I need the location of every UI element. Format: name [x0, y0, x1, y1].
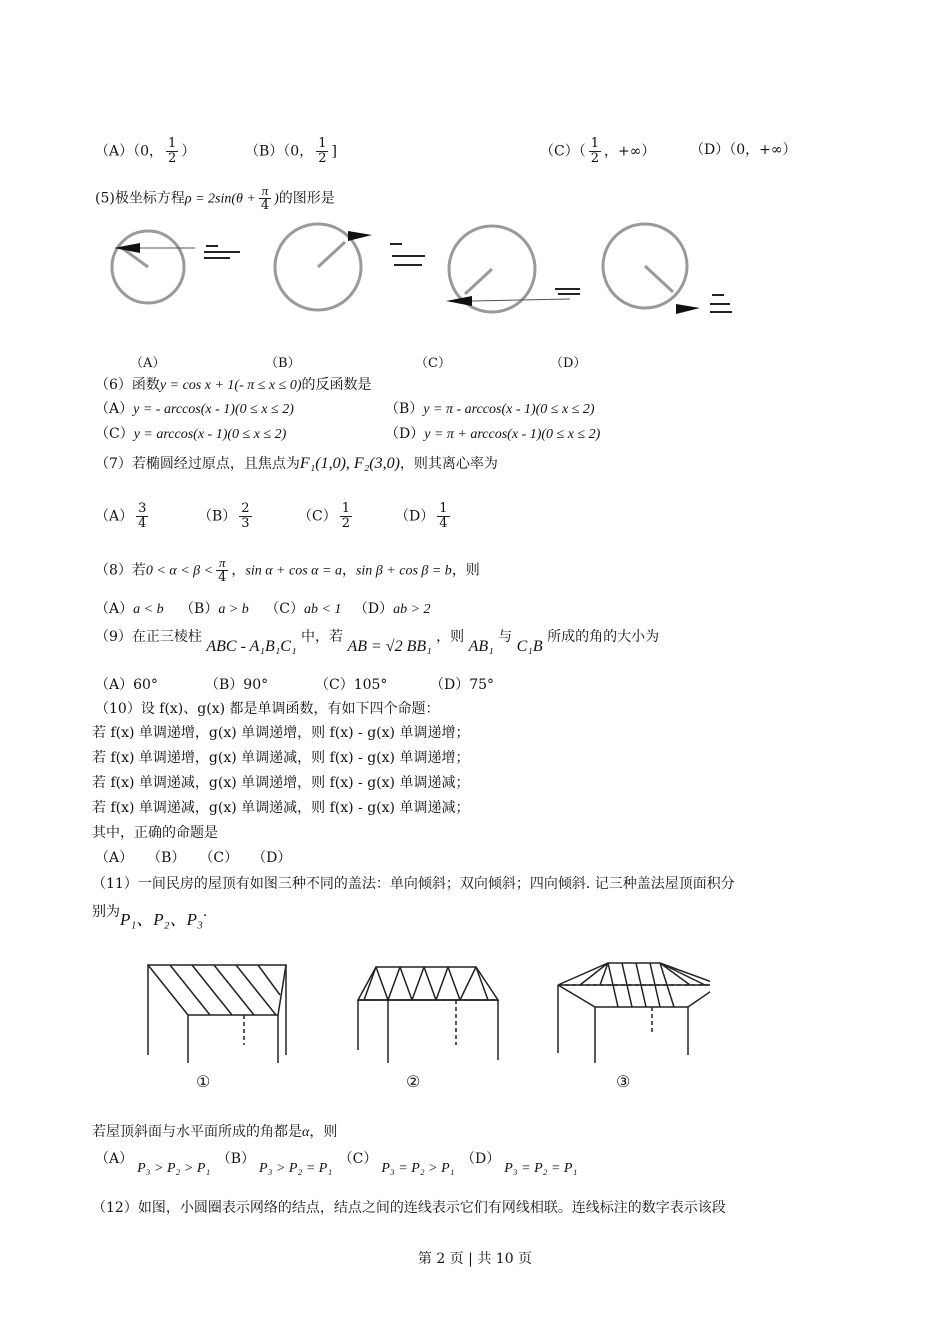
roof-2 [358, 967, 498, 1063]
q7-option-c: （C） $\frac{1}{2}$ [298, 501, 350, 531]
q10-prop-2: 若 f(x) 单调递增，g(x) 单调递减，则 f(x) - g(x) 单调递增； [92, 750, 470, 766]
q12-stem: （12）如图，小圆圈表示网络的结点，结点之间的连线表示它们有网线相联。连线标注的数字表示该段 [92, 1200, 726, 1216]
q6-option-c: （C）y = arccos(x - 1)(0 ≤ x ≤ 2) [95, 426, 287, 442]
roof-1 [148, 965, 286, 1063]
q11-after: 若屋顶斜面与水平面所成的角都是α，则 [92, 1124, 338, 1140]
q5-label-d: （D） [550, 356, 587, 371]
q5-polar-figures [100, 222, 750, 332]
q10-prop-3: 若 f(x) 单调递减，g(x) 单调递增，则 f(x) - g(x) 单调递减； [92, 775, 470, 791]
q10-conclusion: 其中，正确的命题是 [92, 825, 218, 841]
figure-a [112, 231, 184, 303]
roof-label-3: ③ [616, 1072, 631, 1091]
q5-label-a: （A） [130, 356, 166, 371]
q11-stem-line1: （11）一间民房的屋顶有如图三种不同的盖法：单向倾斜；双向倾斜；四向倾斜. 记三种盖法屋顶面积分 [92, 876, 735, 892]
q8-stem: （8）若0 < α < β < $\frac{\pi}{4}$ ，sin α + cos α = a，sin β + cos β = b，则 [95, 555, 480, 585]
q9-option-c: （C）105° [315, 677, 388, 693]
q4-option-b: （B）（0， $\frac{1}{2}$ ] [245, 136, 337, 166]
q7-stem: （7）若椭圆经过原点，且焦点为F₁(1,0), F₂(3,0)，则其离心率为 [95, 455, 498, 472]
q4-option-c: （C）（ $\frac{1}{2}$ ，+∞） [540, 136, 656, 166]
roof-label-2: ② [406, 1072, 421, 1091]
roof-label-1: ① [196, 1072, 211, 1091]
q7-option-a: （A） $\frac{3}{4}$ [95, 501, 147, 531]
q7-option-b: （B） $\frac{2}{3}$ [198, 501, 250, 531]
q10-stem: （10）设 f(x)、g(x) 都是单调函数，有如下四个命题： [95, 701, 440, 717]
q6-option-b: （B）y = π - arccos(x - 1)(0 ≤ x ≤ 2) [385, 401, 595, 417]
q6-stem: （6）函数y = cos x + 1(- π ≤ x ≤ 0)的反函数是 [95, 377, 372, 393]
q11-stem-line2: 别为P₁、P₂、P₃. [92, 904, 208, 929]
q4-option-a: （A）（0， $\frac{1}{2}$ ） [95, 136, 196, 166]
figure-d [603, 224, 687, 308]
q9-option-a: （A）60° [95, 677, 158, 693]
q4-option-d: （D）（0，+∞） [690, 142, 797, 158]
q6-option-d: （D）y = π + arccos(x - 1)(0 ≤ x ≤ 2) [385, 426, 601, 442]
q5-label-c: （C） [415, 356, 451, 371]
q9-option-d: （D）75° [430, 677, 495, 693]
q11-options: （A）P₃ > P₂ > P₁ （B）P₃ > P₂ = P₁ （C）P₃ = P₂ > P₁ （D）P₃ = P₂ = P₁ [95, 1151, 578, 1176]
roof-3 [558, 963, 710, 1063]
q5-stem: (5)极坐标方程ρ = 2sin(θ + $\frac{\pi}{4}$ )的图形是 [95, 183, 335, 213]
figure-b-arrow [348, 231, 372, 241]
q8-options: （A）a < b （B）a > b （C）ab < 1 （D）ab > 2 [95, 601, 431, 617]
q10-prop-1: 若 f(x) 单调递增，g(x) 单调递增，则 f(x) - g(x) 单调递增； [92, 725, 470, 741]
q10-options: （A） （B） （C） （D） [95, 850, 292, 866]
q9-option-b: （B）90° [205, 677, 269, 693]
page-footer: 第 2 页 | 共 10 页 [417, 1251, 533, 1267]
q10-prop-4: 若 f(x) 单调递减，g(x) 单调递减，则 f(x) - g(x) 单调递减； [92, 800, 470, 816]
q6-option-a: （A）y = - arccos(x - 1)(0 ≤ x ≤ 2) [95, 401, 294, 417]
figure-d-arrow [676, 304, 700, 314]
q5-label-b: （B） [265, 356, 301, 371]
q9-stem: （9）在正三棱柱 ABC - A₁B₁C₁ 中，若 AB = √2 BB₁ ，则 AB₁ 与 C₁B 所成的角的大小为 [95, 629, 660, 655]
q7-option-d: （D） $\frac{1}{4}$ [395, 501, 448, 531]
q11-roof-figures [140, 955, 710, 1065]
